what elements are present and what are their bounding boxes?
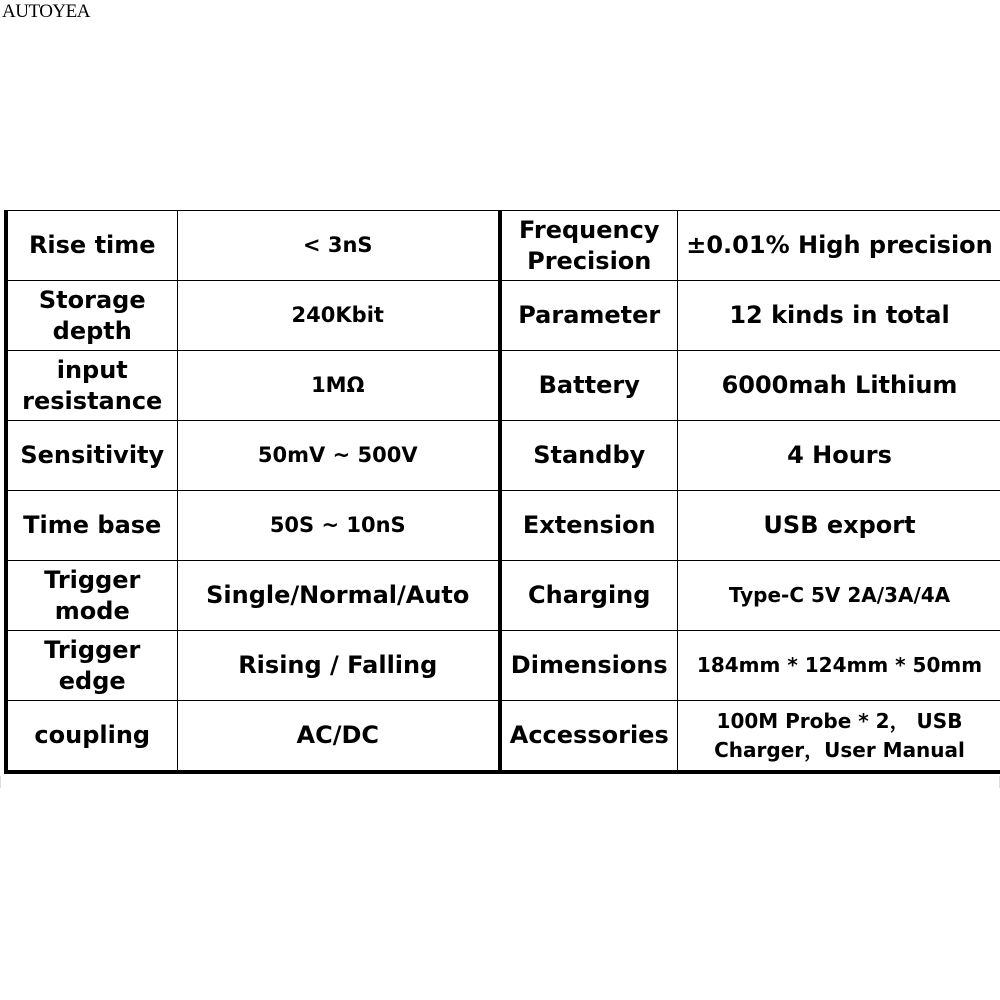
- spec-value: ±0.01% High precision: [677, 211, 1000, 281]
- spec-value: 50S ~ 10nS: [177, 491, 500, 561]
- spec-label: Parameter: [500, 281, 677, 351]
- spec-value: 1MΩ: [177, 351, 500, 421]
- divider: [0, 776, 1000, 788]
- spec-label: Dimensions: [500, 631, 677, 701]
- spec-value: Rising / Falling: [177, 631, 500, 701]
- spec-value: Type-C 5V 2A/3A/4A: [677, 561, 1000, 631]
- brand-logo-text: AUTOYEA: [2, 1, 90, 22]
- spec-label: Trigger edge: [6, 631, 177, 701]
- spec-label: Sensitivity: [6, 421, 177, 491]
- spec-value: 240Kbit: [177, 281, 500, 351]
- spec-value: 4 Hours: [677, 421, 1000, 491]
- spec-label: input resistance: [6, 351, 177, 421]
- spec-label: Rise time: [6, 211, 177, 281]
- spec-label: Standby: [500, 421, 677, 491]
- spec-value: 12 kinds in total: [677, 281, 1000, 351]
- spec-label: Accessories: [500, 701, 677, 773]
- spec-value: Single/Normal/Auto: [177, 561, 500, 631]
- spec-label: Charging: [500, 561, 677, 631]
- spec-value: 184mm * 124mm * 50mm: [677, 631, 1000, 701]
- spec-label: Time base: [6, 491, 177, 561]
- table-row: [6, 631, 1000, 701]
- spec-value: 50mV ~ 500V: [177, 421, 500, 491]
- spec-label: Battery: [500, 351, 677, 421]
- spec-label: Extension: [500, 491, 677, 561]
- spec-label: coupling: [6, 701, 177, 773]
- spec-label: Trigger mode: [6, 561, 177, 631]
- spec-value: 100M Probe * 2， USB Charger，User Manual: [677, 701, 1000, 773]
- table-row: [6, 561, 1000, 631]
- table-row: [6, 281, 1000, 351]
- spec-value: 6000mah Lithium: [677, 351, 1000, 421]
- spec-value: USB export: [677, 491, 1000, 561]
- table-row: [6, 211, 1000, 281]
- table-row: [6, 701, 1000, 773]
- spec-label: Frequency Precision: [500, 211, 677, 281]
- spec-table: [4, 210, 1000, 774]
- spec-value: < 3nS: [177, 211, 500, 281]
- table-row: [6, 351, 1000, 421]
- table-row: [6, 491, 1000, 561]
- spec-label: Storage depth: [6, 281, 177, 351]
- spec-value: AC/DC: [177, 701, 500, 773]
- table-row: [6, 421, 1000, 491]
